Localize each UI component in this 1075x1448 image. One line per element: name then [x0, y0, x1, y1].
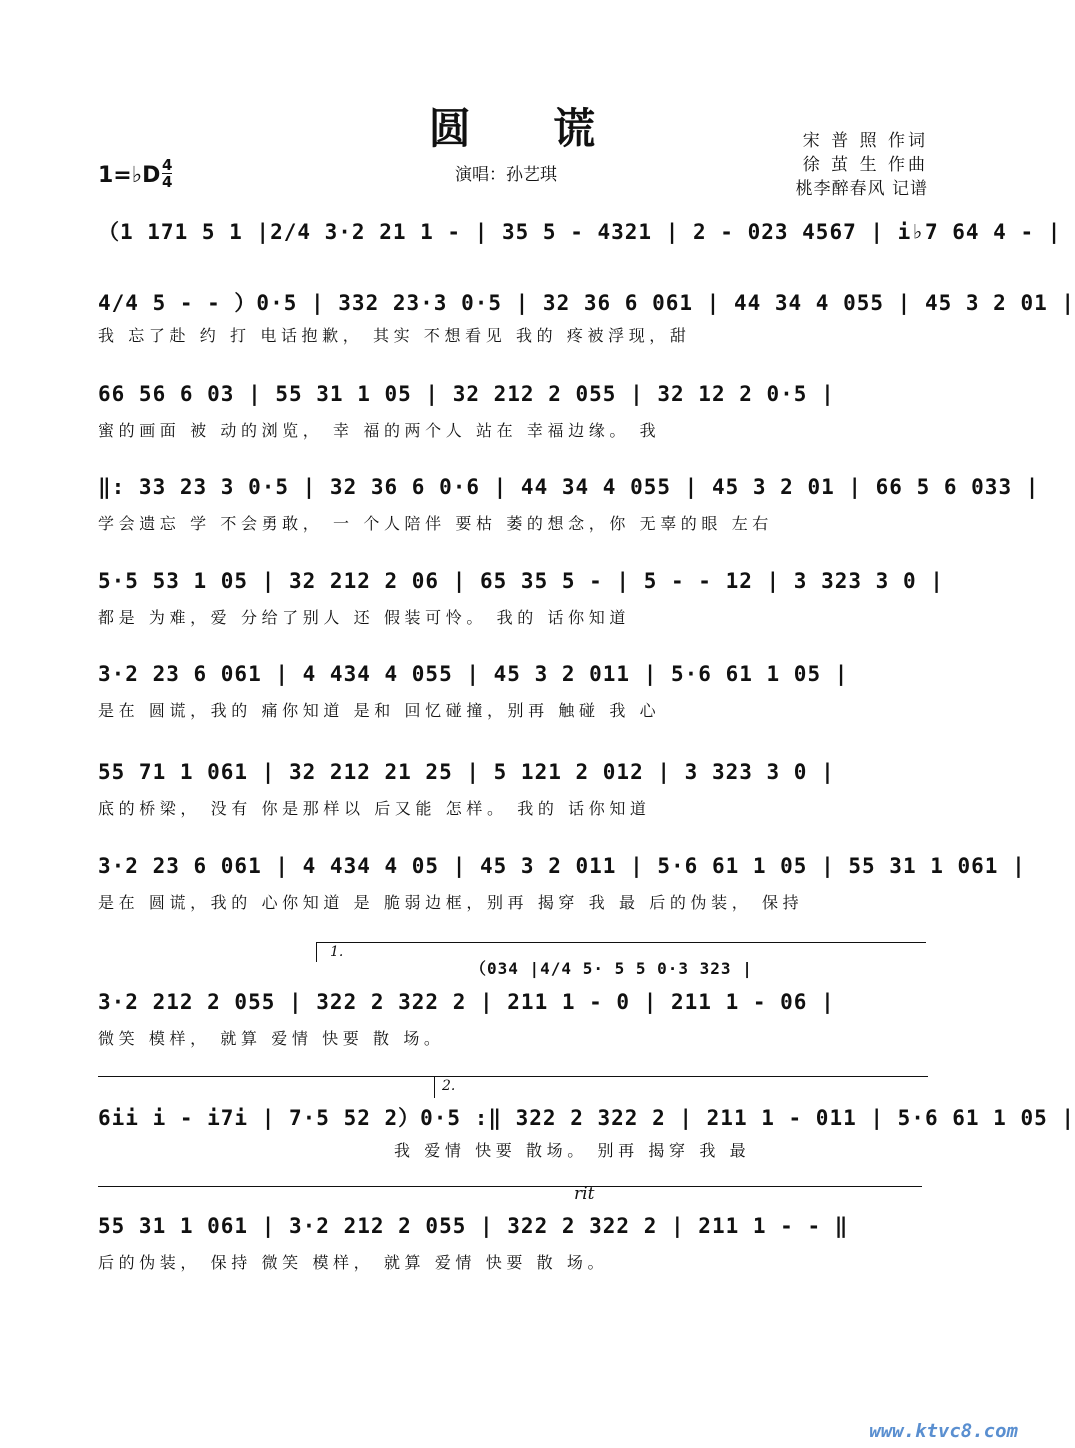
lyrics-line: 底的桥梁， 没有 你是那样以 后又能 怎样。 我的 话你知道 [98, 799, 651, 818]
notes-line: 66 56 6 03 | 55 31 1 05 | 32 212 2 055 | 32 12 2 0·5 | [98, 382, 835, 406]
transcriber-credit: 桃李醉春风 记谱 [795, 179, 928, 199]
volta-number-1: 1. [330, 944, 344, 960]
lyrics-line: 都是 为难，爱 分给了别人 还 假装可怜。 我的 话你知道 [98, 608, 630, 627]
lyrics-line: 蜜的画面 被 动的浏览， 幸 福的两个人 站在 幸福边缘。 我 [98, 421, 661, 440]
notes-line: 55 31 1 061 | 3·2 212 2 055 | 322 2 322 2 | 211 1 - - ‖ [98, 1214, 849, 1238]
volta-bracket-1 [316, 942, 926, 943]
volta-bracket-1-edge [316, 942, 317, 962]
notes-line: ‖: 33 23 3 0·5 | 32 36 6 0·6 | 44 34 4 055 | 45 3 2 01 | 66 5 6 033 | [98, 475, 1040, 499]
volta-continuation [98, 1076, 928, 1077]
composer-credit: 徐 茧 生 作曲 [802, 155, 928, 175]
volta-continuation [98, 1186, 922, 1187]
time-signature [162, 157, 172, 190]
song-title: 圆 谎 [428, 104, 630, 153]
lyrics-line: 我 爱情 快要 散场。 别再 揭穿 我 最 [394, 1141, 751, 1160]
website-watermark: www.ktvc8.com [869, 1420, 1018, 1442]
time-signature-bottom: 4 [162, 173, 173, 191]
singer-credit: 演唱：孙艺琪 [455, 165, 557, 185]
lyrics-line: 学会遗忘 学 不会勇敢， 一 个人陪伴 要枯 萎的想念，你 无辜的眼 左右 [98, 514, 773, 533]
notes-line: （1 171 5 1 |2/4 3·2 21 1 - | 35 5 - 4321 | 2 - 023 4567 | i♭7 64 4 - | [98, 220, 1062, 244]
lyrics-line: 我 忘了赴 约 打 电话抱歉， 其实 不想看见 我的 疼被浮现，甜 [98, 326, 691, 345]
lyricist-credit: 宋 普 照 作词 [802, 131, 928, 151]
notes-line: 5·5 53 1 05 | 32 212 2 06 | 65 35 5 - | 5 - - 12 | 3 323 3 0 | [98, 569, 944, 593]
lyrics-line: 后的伪装， 保持 微笑 模样， 就算 爱情 快要 散 场。 [98, 1253, 609, 1272]
notes-line: 3·2 212 2 055 | 322 2 322 2 | 211 1 - 0 | 211 1 - 06 | [98, 990, 835, 1014]
ritardando-mark: rit [574, 1184, 595, 1204]
notes-line: 55 71 1 061 | 32 212 21 25 | 5 121 2 012 | 3 323 3 0 | [98, 760, 835, 784]
key-signature: 1=♭D [98, 163, 161, 188]
notes-line: 3·2 23 6 061 | 4 434 4 055 | 45 3 2 011 | 5·6 61 1 05 | [98, 662, 849, 686]
time-signature-top: 4 [162, 156, 173, 174]
notes-line: 3·2 23 6 061 | 4 434 4 05 | 45 3 2 011 | 5·6 61 1 05 | 55 31 1 061 | [98, 854, 1026, 878]
interlude-line: （034 |4/4 5· 5 5 0·3 323 | [470, 959, 753, 978]
volta-bracket-2-edge [434, 1076, 435, 1098]
notes-line: 4/4 5 - - ）0·5 | 332 23·3 0·5 | 32 36 6 061 | 44 34 4 055 | 45 3 2 01 | [98, 291, 1075, 315]
lyrics-line: 是在 圆谎，我的 心你知道 是 脆弱边框，别再 揭穿 我 最 后的伪装， 保持 [98, 893, 804, 912]
notes-line: 6ii i - i7i | 7·5 52 2）0·5 :‖ 322 2 322 2 | 211 1 - 011 | 5·6 61 1 05 | [98, 1106, 1075, 1130]
lyrics-line: 是在 圆谎，我的 痛你知道 是和 回忆碰撞，别再 触碰 我 心 [98, 701, 661, 720]
lyrics-line: 微笑 模样， 就算 爱情 快要 散 场。 [98, 1029, 445, 1048]
volta-number-2: 2. [442, 1078, 456, 1094]
